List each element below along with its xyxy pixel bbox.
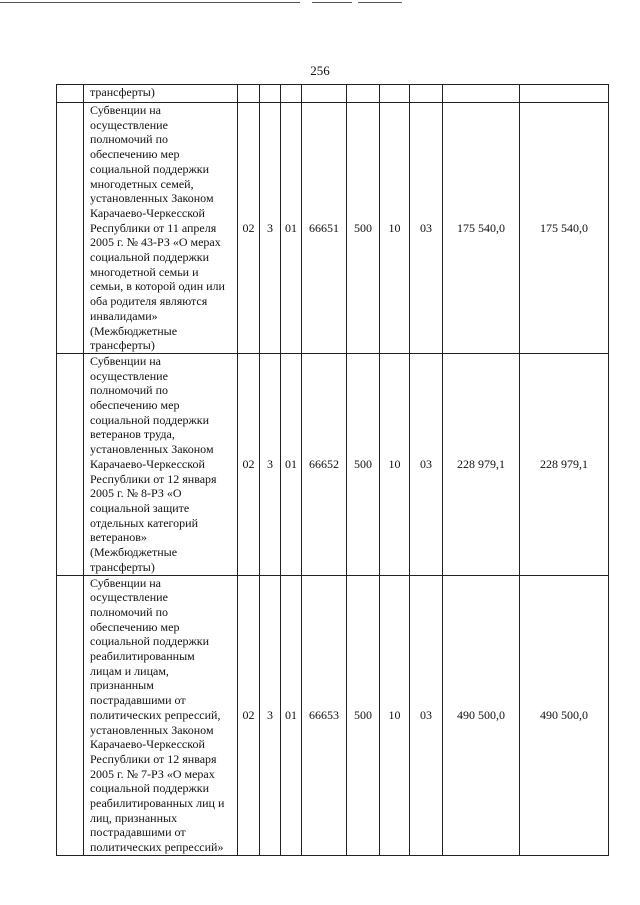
cell-index <box>57 103 84 354</box>
cell-code-3: 01 <box>281 103 302 354</box>
cell-subsection <box>410 85 443 103</box>
cell-index <box>57 85 84 103</box>
cell-code-3: 01 <box>281 353 302 575</box>
cell-description: Субвенции на осуществление полномочий по обеспечению мер социальной поддержки реабилитированным лицам и лицам, признанным пострадавшими от политических репрессий, установленных Законом Карачаево-Черкесской Республики от 12 января 2005 г. № 7-РЗ «О мерах социальной поддержки реабилитированных лиц и лиц, признанных пострадавшими от политических репрессий» <box>84 575 238 855</box>
cell-subsection: 03 <box>410 103 443 354</box>
cell-code-2: 3 <box>260 353 281 575</box>
cell-expense-type: 500 <box>347 575 380 855</box>
cell-target-code: 66653 <box>302 575 347 855</box>
cell-amount-2: 490 500,0 <box>520 575 609 855</box>
cell-code-1: 02 <box>238 353 260 575</box>
cell-target-code: 66651 <box>302 103 347 354</box>
cell-code-1: 02 <box>238 575 260 855</box>
cell-target-code <box>302 85 347 103</box>
cell-amount-2: 175 540,0 <box>520 103 609 354</box>
cell-section <box>380 85 410 103</box>
cell-code-3 <box>281 85 302 103</box>
cell-code-1: 02 <box>238 103 260 354</box>
cell-amount-1: 175 540,0 <box>443 103 520 354</box>
budget-table <box>56 84 609 856</box>
cell-index <box>57 575 84 855</box>
cell-description: трансферты) <box>84 85 238 103</box>
page-number: 256 <box>310 63 330 78</box>
cell-expense-type: 500 <box>347 353 380 575</box>
cell-amount-1: 228 979,1 <box>443 353 520 575</box>
scan-artifact-line <box>0 2 640 5</box>
cell-section: 10 <box>380 103 410 354</box>
cell-target-code: 66652 <box>302 353 347 575</box>
cell-code-3: 01 <box>281 575 302 855</box>
cell-code-2: 3 <box>260 103 281 354</box>
cell-code-2 <box>260 85 281 103</box>
cell-code-1 <box>238 85 260 103</box>
table-row <box>57 353 609 575</box>
cell-expense-type: 500 <box>347 103 380 354</box>
table-row <box>57 85 609 103</box>
cell-subsection: 03 <box>410 353 443 575</box>
cell-code-2: 3 <box>260 575 281 855</box>
cell-amount-1 <box>443 85 520 103</box>
cell-index <box>57 353 84 575</box>
cell-description: Субвенции на осуществление полномочий по обеспечению мер социальной поддержки ветеранов труда, установленных Законом Карачаево-Черкесской Республики от 12 января 2005 г. № 8-РЗ «О социальной защите отдельных категорий ветеранов» (Межбюджетные трансферты) <box>84 353 238 575</box>
cell-expense-type <box>347 85 380 103</box>
cell-amount-2 <box>520 85 609 103</box>
cell-amount-1: 490 500,0 <box>443 575 520 855</box>
cell-amount-2: 228 979,1 <box>520 353 609 575</box>
cell-section: 10 <box>380 575 410 855</box>
table-row <box>57 575 609 855</box>
cell-description: Субвенции на осуществление полномочий по обеспечению мер социальной поддержки многодетных семей, установленных Законом Карачаево-Черкесской Республики от 11 апреля 2005 г. № 43-РЗ «О мерах социальной поддержки многодетной семьи и семьи, в которой один или оба родителя являются инвалидами» (Межбюджетные трансферты) <box>84 103 238 354</box>
cell-subsection: 03 <box>410 575 443 855</box>
cell-section: 10 <box>380 353 410 575</box>
table-row <box>57 103 609 354</box>
